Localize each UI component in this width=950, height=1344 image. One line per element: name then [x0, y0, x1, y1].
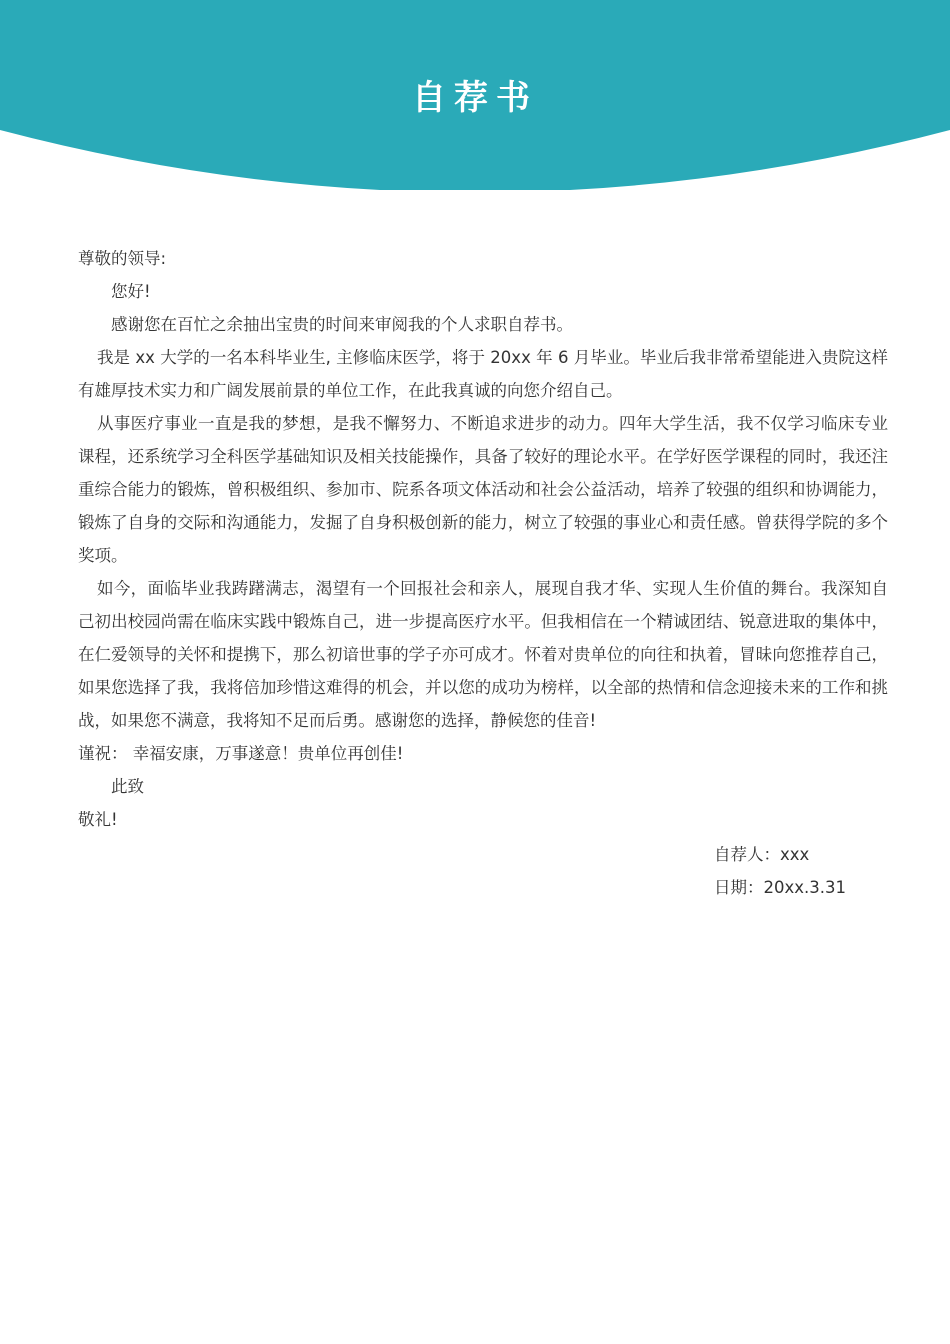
paragraph-aspiration: 如今，面临毕业我踌躇满志，渴望有一个回报社会和亲人，展现自我才华、实现人生价值的舞台。我深知自己初出校园尚需在临床实践中锻炼自己，进一步提高医疗水平。但我相信在一个精诚团结、锐意进取的集体中，在仁爱领导的关怀和提携下，那么初谙世事的学子亦可成才。怀着对贵单位的向往和执着，冒昧向您推荐自己，如果您选择了我，我将倍加珍惜这难得的机会，并以您的成功为榜样，以全部的热情和信念迎接未来的工作和挑战，如果您不满意，我将知不足而后勇。感谢您的选择，静候您的佳音!	[78, 579, 888, 730]
signature-block	[714, 838, 914, 904]
closing-line-2: 敬礼!	[78, 810, 118, 829]
page-title: 自荐书	[412, 78, 538, 118]
paragraph-experience: 从事医疗事业一直是我的梦想，是我不懈努力、不断追求进步的动力。四年大学生活，我不仅学习临床专业课程，还系统学习全科医学基础知识及相关技能操作，具备了较好的理论水平。在学好医学课程的同时，我还注重综合能力的锻炼，曾积极组织、参加市、院系各项文体活动和社会公益活动，培养了较强的组织和协调能力，锻炼了自身的交际和沟通能力，发掘了自身积极创新的能力，树立了较强的事业心和责任感。曾获得学院的多个奖项。	[78, 414, 888, 565]
paragraph-intro: 我是 xx 大学的一名本科毕业生, 主修临床医学，将于 20xx 年 6 月毕业。毕业后我非常希望能进入贵院这样有雄厚技术实力和广阔发展前景的单位工作，在此我真诚的向您介绍自己。	[78, 348, 888, 400]
closing-line-1: 此致	[111, 777, 144, 796]
letter-body	[78, 242, 888, 836]
signature-author: 自荐人：xxx	[714, 845, 810, 864]
wishes-line: 谨祝： 幸福安康，万事遂意！贵单位再创佳!	[78, 744, 404, 763]
signature-date: 日期：20xx.3.31	[714, 878, 847, 897]
greeting: 您好!	[111, 282, 151, 301]
salutation: 尊敬的领导:	[78, 249, 167, 268]
paragraph-thanks: 感谢您在百忙之余抽出宝贵的时间来审阅我的个人求职自荐书。	[111, 315, 573, 334]
